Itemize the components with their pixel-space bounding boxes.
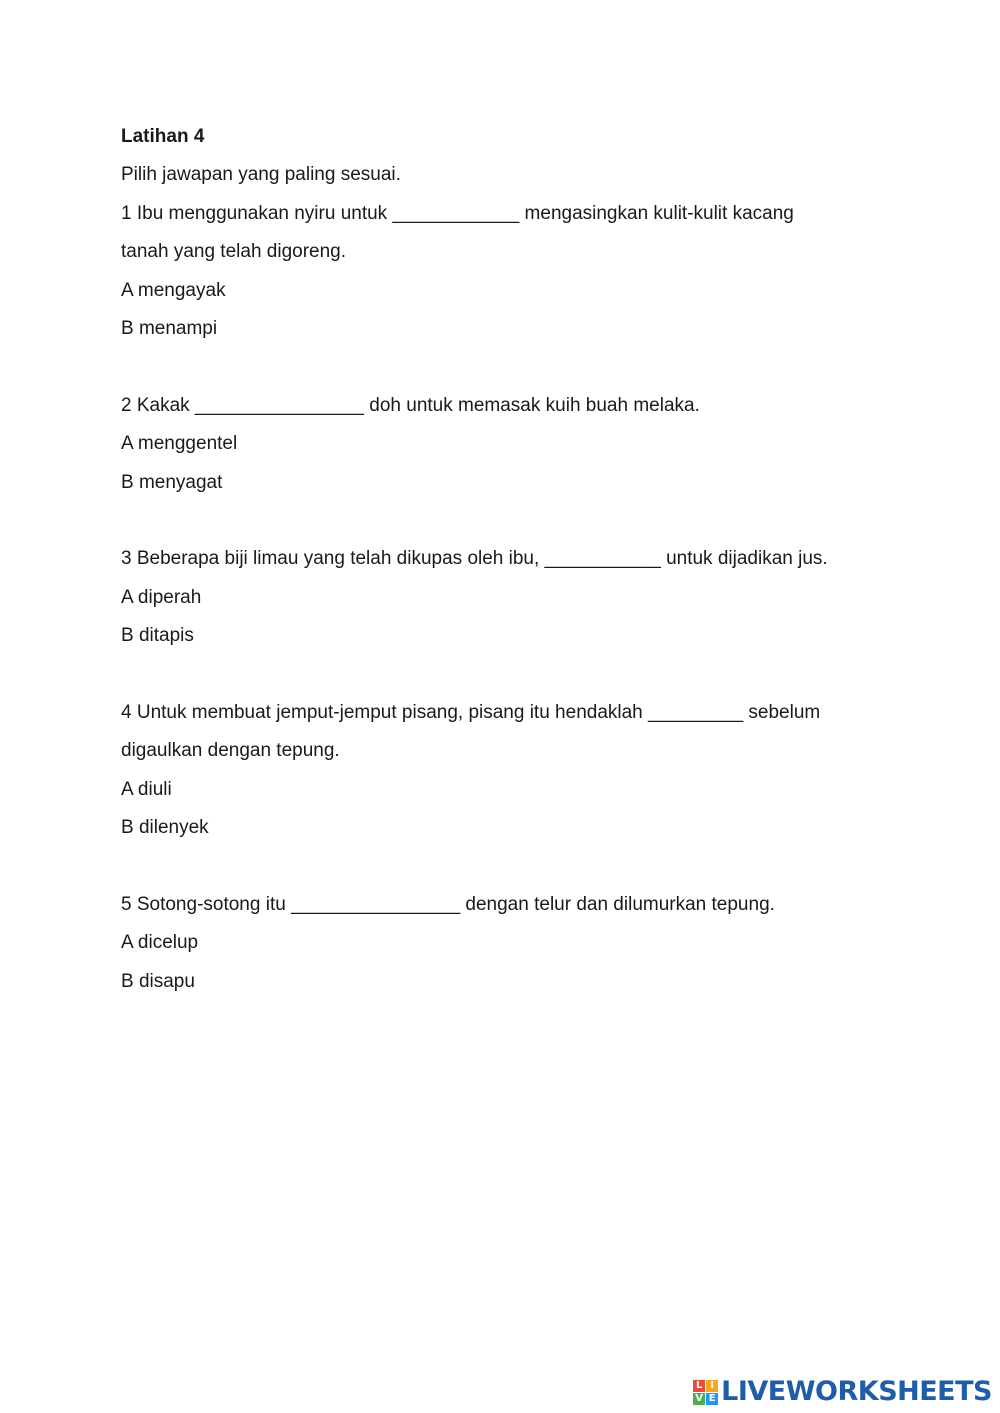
- question-4-text: 4 Untuk membuat jemput-jemput pisang, pisang itu hendaklah _________ sebelum: [121, 701, 821, 723]
- question-1-text: 1 Ibu menggunakan nyiru untuk ____________ mengasingkan kulit-kulit kacang: [121, 202, 794, 224]
- question-2-text: 2 Kakak ________________ doh untuk memasak kuih buah melaka.: [121, 394, 700, 416]
- liveworksheets-logo: [693, 1377, 992, 1407]
- question-1: [121, 195, 891, 349]
- question-3-option-b[interactable]: B ditapis: [121, 625, 194, 647]
- logo-text: LIVEWORKSHEETS: [721, 1376, 992, 1407]
- logo-mark-cell: L: [693, 1380, 705, 1392]
- logo-mark-cell: V: [693, 1393, 705, 1405]
- question-5-option-b[interactable]: B disapu: [121, 970, 195, 992]
- question-1-option-a[interactable]: A mengayak: [121, 279, 226, 301]
- worksheet-title: Latihan 4: [121, 126, 205, 147]
- question-3: [121, 540, 891, 655]
- question-4-option-a[interactable]: A diuli: [121, 778, 172, 800]
- question-1-text-cont: tanah yang telah digoreng.: [121, 241, 347, 263]
- question-4-text-cont: digaulkan dengan tepung.: [121, 740, 340, 762]
- logo-mark-cell: I: [706, 1380, 718, 1392]
- worksheet-content: [121, 118, 891, 1001]
- logo-mark-icon: [693, 1380, 718, 1405]
- question-2-option-a[interactable]: A menggentel: [121, 433, 238, 455]
- question-4: [121, 694, 891, 848]
- question-4-option-b[interactable]: B dilenyek: [121, 817, 209, 839]
- question-5-text: 5 Sotong-sotong itu ________________ dengan telur dan dilumurkan tepung.: [121, 893, 775, 915]
- instruction-text: Pilih jawapan yang paling sesuai.: [121, 164, 401, 186]
- question-3-text: 3 Beberapa biji limau yang telah dikupas oleh ibu, ___________ untuk dijadikan jus.: [121, 548, 828, 570]
- question-5: [121, 886, 891, 1001]
- question-5-option-a[interactable]: A dicelup: [121, 932, 199, 954]
- question-2: [121, 387, 891, 502]
- logo-mark-cell: E: [706, 1393, 718, 1405]
- question-2-option-b[interactable]: B menyagat: [121, 471, 223, 493]
- question-3-option-a[interactable]: A diperah: [121, 586, 202, 608]
- question-1-option-b[interactable]: B menampi: [121, 317, 218, 339]
